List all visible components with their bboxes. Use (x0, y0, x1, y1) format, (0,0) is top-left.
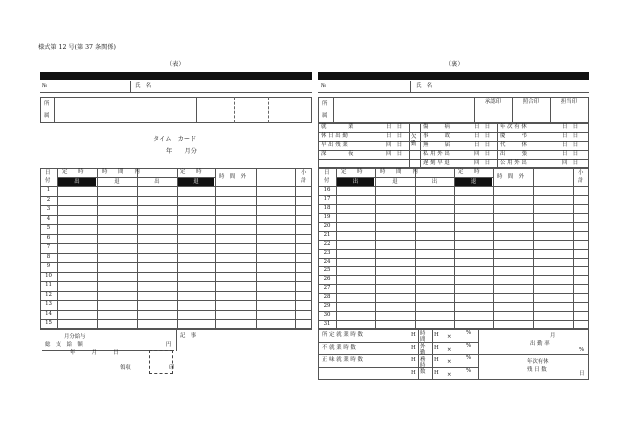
front-row-entry[interactable] (57, 196, 312, 206)
front-col-teiji-right: 定 時 (180, 169, 202, 175)
footer-left-unit: H (411, 357, 416, 363)
front-no-label: № (42, 83, 48, 89)
front-affil-label-2: 属 (44, 113, 50, 119)
back-affil-label-1: 所 (322, 101, 328, 107)
verification-seal-label: 照合印 (522, 99, 540, 105)
summary-left-unit: 日 日 (386, 132, 403, 139)
back-col-shokei-2: 計 (578, 178, 584, 184)
summary-mid-unit: 日 日 (474, 132, 491, 139)
summary-left-label: 休 日 出 勤 (321, 132, 348, 139)
back-row-entry[interactable] (336, 240, 589, 249)
attendance-pct: % (579, 347, 585, 353)
back-row-day: 19 (323, 213, 331, 220)
absence-label: 欠勤 (411, 134, 417, 147)
front-row-entry[interactable] (57, 186, 312, 196)
year-month-label: 年 月分 (166, 148, 197, 155)
front-row-day: 12 (45, 291, 52, 298)
front-row-day: 14 (45, 310, 52, 317)
front-row-day: 5 (46, 225, 51, 232)
back-row-entry[interactable] (336, 222, 589, 231)
front-sub-tai-2: 退 (178, 178, 214, 186)
annual-leave-remain: 残 日 数 (527, 367, 547, 373)
front-affiliation-box[interactable] (40, 97, 312, 123)
front-row-day: 11 (45, 282, 52, 289)
front-col-jikangai: 時 間 外 (219, 174, 246, 180)
front-col-teiji-left: 定 時 (62, 169, 84, 175)
footer-mid-unit: H (434, 332, 439, 338)
back-row-entry[interactable] (336, 311, 589, 320)
back-row-entry[interactable] (336, 320, 589, 329)
summary-right-label: 公 用 外 出 (500, 159, 527, 166)
summary-mid-label: 遅 刻 早 退 (423, 159, 450, 166)
back-row-entry[interactable] (336, 302, 589, 311)
back-side-label: （裏） (445, 61, 464, 68)
back-row-entry[interactable] (336, 204, 589, 213)
back-col-teiji-left: 定 時 (341, 169, 363, 175)
back-row-day: 21 (323, 231, 331, 238)
summary-right-label: 代 休 (500, 141, 527, 148)
footer-mid-pct: % (466, 355, 472, 361)
summary-right-label: 年 次 有 休 (500, 123, 527, 130)
back-affiliation-box[interactable] (318, 97, 589, 123)
footer-mid-pct: % (466, 342, 472, 349)
footer-mid-times: × (447, 346, 452, 353)
payment-date-line: 年 月 日 (70, 350, 119, 356)
front-row-entry[interactable] (57, 310, 312, 320)
front-row-entry[interactable] (57, 253, 312, 263)
responsible-seal-label: 担当印 (560, 99, 578, 105)
back-row-entry[interactable] (336, 195, 589, 204)
annual-leave-label: 年次有休 (527, 359, 549, 365)
summary-left-label: 就 業 (321, 123, 354, 130)
back-row-day: 26 (323, 276, 331, 283)
footer-left-label: 所 定 就 業 時 数 (322, 332, 363, 338)
footer-left-unit: H (411, 332, 416, 338)
front-col-shokei-1: 小 (301, 170, 307, 176)
front-col-date-2: 付 (45, 178, 51, 184)
back-row-day: 29 (323, 303, 331, 310)
back-col-teiji-right: 定 時 (458, 169, 480, 175)
back-row-day: 17 (323, 195, 331, 202)
overtime-label: 時間外勤務時数 (420, 331, 426, 376)
footer-mid-pct: % (466, 367, 472, 374)
front-row-day: 1 (46, 187, 51, 193)
front-row-entry[interactable] (57, 243, 312, 253)
summary-mid-label: 無 届 (423, 141, 450, 148)
front-row-day: 3 (46, 206, 51, 213)
summary-right-label: 出 張 (500, 150, 527, 157)
back-row-day: 23 (323, 249, 331, 256)
summary-left-unit: 日 日 (386, 123, 403, 130)
back-row-entry[interactable] (336, 275, 589, 284)
summary-right-unit: 回 日 (562, 159, 579, 166)
back-col-date-1: 日 (324, 170, 330, 176)
front-row-entry[interactable] (57, 272, 312, 282)
approval-seal-label: 承認印 (484, 99, 502, 105)
front-row-day: 4 (46, 215, 51, 222)
front-row-day: 13 (45, 301, 52, 308)
summary-mid-unit: 回 日 (474, 159, 491, 166)
back-row-day: 28 (323, 294, 331, 301)
back-col-jikannai: 時 間 内 (380, 169, 418, 175)
footer-mid-unit: H (434, 369, 439, 376)
summary-right-unit: 日 日 (562, 141, 579, 148)
footer-left-label: 不 就 業 時 数 (322, 344, 356, 351)
summary-mid-unit: 日 日 (474, 123, 491, 130)
back-sub-tai-1: 退 (392, 179, 398, 185)
form-number: 様式第 12 号(第 37 条関係) (38, 44, 116, 51)
front-col-date-1: 日 (45, 170, 51, 176)
front-row-entry[interactable] (57, 215, 312, 225)
back-affil-label-2: 属 (322, 113, 328, 119)
back-row-entry[interactable] (336, 186, 589, 195)
monthly-payment-label: 月分給与 (64, 334, 86, 340)
back-row-entry[interactable] (336, 266, 589, 275)
back-row-day: 20 (323, 222, 331, 229)
front-name-label: 氏 名 (135, 83, 152, 89)
footer-mid-unit: H (434, 357, 439, 363)
footer-mid-times: × (447, 334, 452, 340)
back-sub-tai-2: 退 (455, 178, 492, 186)
front-row-day: 2 (46, 196, 51, 203)
summary-right-unit: 日 日 (562, 150, 579, 157)
back-row-day: 24 (323, 258, 331, 265)
summary-left-unit: 回 日 (386, 150, 403, 157)
summary-mid-unit: 回 日 (474, 150, 491, 157)
front-sub-shutsu-1: 出 (58, 178, 96, 186)
back-row-entry[interactable] (336, 249, 589, 258)
front-sub-shutsu-2: 出 (154, 179, 160, 185)
front-col-shokei-2: 計 (301, 178, 307, 184)
attendance-month: 月 (550, 333, 556, 339)
notes-label: 記 事 (180, 333, 197, 339)
back-row-day: 30 (323, 312, 331, 319)
front-row-day: 6 (46, 234, 51, 241)
back-row-entry[interactable] (336, 231, 589, 240)
back-row-entry[interactable] (336, 284, 589, 293)
footer-left-label: 正 味 就 業 時 数 (322, 357, 363, 363)
footer-mid-pct: % (466, 330, 472, 336)
back-row-day: 27 (323, 285, 331, 292)
front-row-entry[interactable] (57, 205, 312, 215)
back-row-day: 22 (323, 240, 331, 247)
yen-unit: 円 (166, 342, 172, 348)
summary-mid-unit: 日 日 (474, 141, 491, 148)
back-row-day: 25 (323, 267, 331, 274)
front-row-entry[interactable] (57, 224, 312, 234)
footer-mid-times: × (447, 359, 452, 365)
footer-mid-times: × (447, 371, 452, 378)
summary-left-label: 深 夜 (321, 150, 354, 157)
front-row-entry[interactable] (57, 319, 312, 329)
back-row-entry[interactable] (336, 213, 589, 222)
front-row-day: 15 (45, 320, 52, 327)
summary-right-unit: 日 日 (562, 132, 579, 139)
total-pay-label: 総 支 給 額 (45, 342, 83, 348)
summary-mid-label: 傷 病 (423, 123, 450, 130)
back-row-day: 31 (323, 321, 331, 328)
back-col-shokei-1: 小 (578, 170, 584, 176)
front-row-day: 9 (46, 263, 51, 270)
back-col-date-2: 付 (324, 178, 330, 184)
back-row-entry[interactable] (336, 293, 589, 302)
front-affil-label-1: 所 (44, 101, 50, 107)
back-row-day: 18 (323, 204, 331, 211)
front-row-entry[interactable] (57, 291, 312, 301)
received-label: 領収 (120, 365, 131, 371)
days-unit: 日 (579, 371, 585, 377)
back-no-label: № (321, 83, 327, 89)
front-sub-tai-1: 退 (114, 179, 120, 185)
footer-left-unit: H (411, 369, 416, 376)
front-row-day: 7 (46, 244, 51, 251)
time-card-title: タイム カード (153, 136, 197, 143)
front-col-jikannai: 時 間 内 (102, 169, 140, 175)
summary-right-label: 慶 弔 (500, 132, 527, 139)
summary-left-label: 早 出 残 業 (321, 141, 348, 148)
summary-mid-label: 事 故 (423, 132, 450, 139)
summary-left-unit: 回 日 (386, 141, 403, 148)
footer-mid-unit: H (434, 344, 439, 351)
front-black-bar (40, 72, 312, 80)
seal-label: 印 (169, 365, 175, 371)
back-col-jikangai: 時 間 外 (497, 174, 524, 180)
summary-right-unit: 日 日 (562, 123, 579, 130)
summary-mid-label: 私 用 外 出 (423, 150, 450, 157)
front-row-entry[interactable] (57, 300, 312, 310)
front-row-day: 8 (46, 253, 51, 260)
back-black-bar (318, 72, 589, 80)
attendance-rate-label: 出 勤 率 (530, 341, 550, 347)
front-row-entry[interactable] (57, 281, 312, 291)
back-row-entry[interactable] (336, 258, 589, 267)
front-row-entry[interactable] (57, 234, 312, 244)
back-sub-shutsu-1: 出 (337, 178, 374, 186)
footer-left-unit: H (411, 344, 416, 351)
front-row-day: 10 (45, 272, 52, 279)
front-row-entry[interactable] (57, 262, 312, 272)
attendance-summary (318, 123, 589, 168)
back-row-day: 16 (323, 187, 331, 193)
front-side-label: （表） (166, 61, 185, 68)
back-sub-shutsu-2: 出 (431, 179, 438, 185)
back-name-label: 氏 名 (416, 83, 433, 89)
